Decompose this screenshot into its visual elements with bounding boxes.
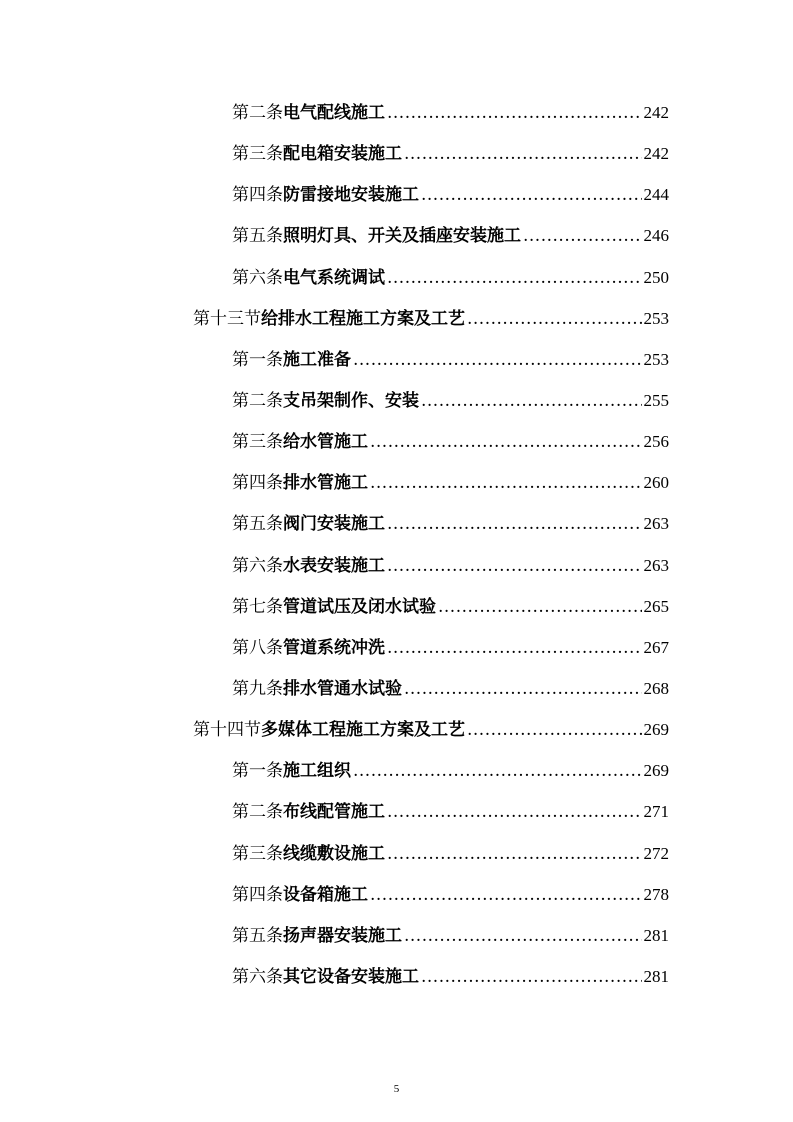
toc-entry-row[interactable] <box>0 954 793 995</box>
toc-entry-page-number: 250 <box>643 267 669 287</box>
toc-entry-prefix: 第七条 <box>232 596 283 617</box>
toc-entry-row[interactable] <box>0 337 793 378</box>
dot-leader <box>387 844 642 864</box>
toc-entry-prefix: 第八条 <box>232 637 283 658</box>
dot-leader <box>370 473 642 493</box>
toc-entry-title: 照明灯具、开关及插座安装施工 <box>283 226 521 247</box>
toc-entry-prefix: 第六条 <box>232 267 283 288</box>
toc-entry-title: 阀门安装施工 <box>283 514 385 535</box>
dot-leader <box>370 432 642 452</box>
toc-entry-title: 扬声器安装施工 <box>283 925 402 946</box>
toc-entry-prefix: 第三条 <box>232 843 283 864</box>
toc-entry-prefix: 第一条 <box>232 349 283 370</box>
toc-entry-title: 电气系统调试 <box>283 267 385 288</box>
dot-leader <box>353 761 642 781</box>
toc-entry-title: 管道试压及闭水试验 <box>283 596 436 617</box>
toc-entry-page-number: 281 <box>643 925 669 945</box>
toc-entry-title: 管道系统冲洗 <box>283 637 385 658</box>
toc-entry-page-number: 268 <box>643 679 669 699</box>
dot-leader <box>370 885 642 905</box>
dot-leader <box>404 679 642 699</box>
dot-leader <box>523 226 642 246</box>
toc-entry-row[interactable] <box>0 131 793 172</box>
toc-entry-row[interactable] <box>0 213 793 254</box>
toc-entry-prefix: 第四条 <box>232 473 283 494</box>
toc-entry-page-number: 271 <box>643 802 669 822</box>
toc-entry-title: 水表安装施工 <box>283 555 385 576</box>
toc-entry-title: 给排水工程施工方案及工艺 <box>261 308 465 329</box>
toc-entry-page-number: 272 <box>643 843 669 863</box>
dot-leader <box>353 350 642 370</box>
dot-leader <box>387 103 642 123</box>
toc-entry-row[interactable] <box>0 501 793 542</box>
toc-entry-title: 施工组织 <box>283 761 351 782</box>
toc-entry-title: 其它设备安装施工 <box>283 967 419 988</box>
dot-leader <box>438 597 642 617</box>
toc-entry-row[interactable] <box>0 748 793 789</box>
toc-entry-prefix: 第九条 <box>232 679 283 700</box>
toc-entry-page-number: 242 <box>643 103 669 123</box>
toc-entry-title: 电气配线施工 <box>283 103 385 124</box>
toc-entry-prefix: 第三条 <box>232 144 283 165</box>
toc-entry-page-number: 278 <box>643 884 669 904</box>
toc-entry-page-number: 263 <box>643 555 669 575</box>
toc-entry-page-number: 269 <box>643 761 669 781</box>
dot-leader <box>421 391 642 411</box>
toc-entry-row[interactable] <box>0 666 793 707</box>
toc-entry-row[interactable] <box>0 543 793 584</box>
dot-leader <box>467 720 642 740</box>
toc-entry-row[interactable] <box>0 255 793 296</box>
dot-leader <box>387 514 642 534</box>
toc-entry-title: 给水管施工 <box>283 432 368 453</box>
toc-entry-page-number: 255 <box>643 391 669 411</box>
toc-entry-page-number: 246 <box>643 226 669 246</box>
toc-entry-page-number: 242 <box>643 144 669 164</box>
toc-entry-prefix: 第二条 <box>232 103 283 124</box>
toc-entry-prefix: 第二条 <box>232 391 283 412</box>
dot-leader <box>387 802 642 822</box>
toc-entry-title: 支吊架制作、安装 <box>283 391 419 412</box>
toc-section-row[interactable] <box>0 296 793 337</box>
dot-leader <box>467 309 642 329</box>
toc-entry-row[interactable] <box>0 584 793 625</box>
toc-entry-page-number: 269 <box>643 720 669 740</box>
page-number: 5 <box>393 1083 400 1095</box>
toc-entry-prefix: 第五条 <box>232 226 283 247</box>
toc-entry-row[interactable] <box>0 625 793 666</box>
dot-leader <box>421 185 642 205</box>
dot-leader <box>421 967 642 987</box>
toc-entry-row[interactable] <box>0 789 793 830</box>
toc-entry-page-number: 267 <box>643 637 669 657</box>
toc-entry-page-number: 260 <box>643 473 669 493</box>
toc-entry-prefix: 第四条 <box>232 884 283 905</box>
toc-entry-row[interactable] <box>0 172 793 213</box>
toc-entry-title: 线缆敷设施工 <box>283 843 385 864</box>
toc-entry-row[interactable] <box>0 913 793 954</box>
toc-entry-prefix: 第六条 <box>232 555 283 576</box>
dot-leader <box>404 144 642 164</box>
dot-leader <box>387 556 642 576</box>
toc-entry-prefix: 第十三节 <box>193 308 261 329</box>
toc-entry-title: 排水管施工 <box>283 473 368 494</box>
toc-entry-title: 防雷接地安装施工 <box>283 185 419 206</box>
toc-entry-row[interactable] <box>0 460 793 501</box>
toc-entry-title: 多媒体工程施工方案及工艺 <box>261 720 465 741</box>
toc-entry-page-number: 244 <box>643 185 669 205</box>
toc-entry-prefix: 第五条 <box>232 925 283 946</box>
toc-entry-row[interactable] <box>0 831 793 872</box>
toc-entry-prefix: 第二条 <box>232 802 283 823</box>
table-of-contents <box>0 90 793 995</box>
toc-entry-prefix: 第一条 <box>232 761 283 782</box>
toc-entry-page-number: 256 <box>643 432 669 452</box>
toc-entry-prefix: 第十四节 <box>193 720 261 741</box>
toc-entry-title: 施工准备 <box>283 349 351 370</box>
toc-entry-page-number: 253 <box>643 308 669 328</box>
dot-leader <box>387 638 642 658</box>
toc-entry-page-number: 253 <box>643 349 669 369</box>
toc-entry-row[interactable] <box>0 419 793 460</box>
toc-entry-title: 布线配管施工 <box>283 802 385 823</box>
toc-entry-page-number: 263 <box>643 514 669 534</box>
dot-leader <box>387 268 642 288</box>
toc-section-row[interactable] <box>0 707 793 748</box>
toc-entry-prefix: 第六条 <box>232 967 283 988</box>
toc-entry-prefix: 第三条 <box>232 432 283 453</box>
toc-entry-prefix: 第四条 <box>232 185 283 206</box>
toc-entry-page-number: 281 <box>643 967 669 987</box>
toc-entry-title: 排水管通水试验 <box>283 679 402 700</box>
toc-entry-prefix: 第五条 <box>232 514 283 535</box>
dot-leader <box>404 926 642 946</box>
toc-entry-row[interactable] <box>0 378 793 419</box>
toc-entry-page-number: 265 <box>643 596 669 616</box>
toc-entry-row[interactable] <box>0 90 793 131</box>
toc-entry-row[interactable] <box>0 872 793 913</box>
toc-entry-title: 设备箱施工 <box>283 884 368 905</box>
toc-entry-title: 配电箱安装施工 <box>283 144 402 165</box>
